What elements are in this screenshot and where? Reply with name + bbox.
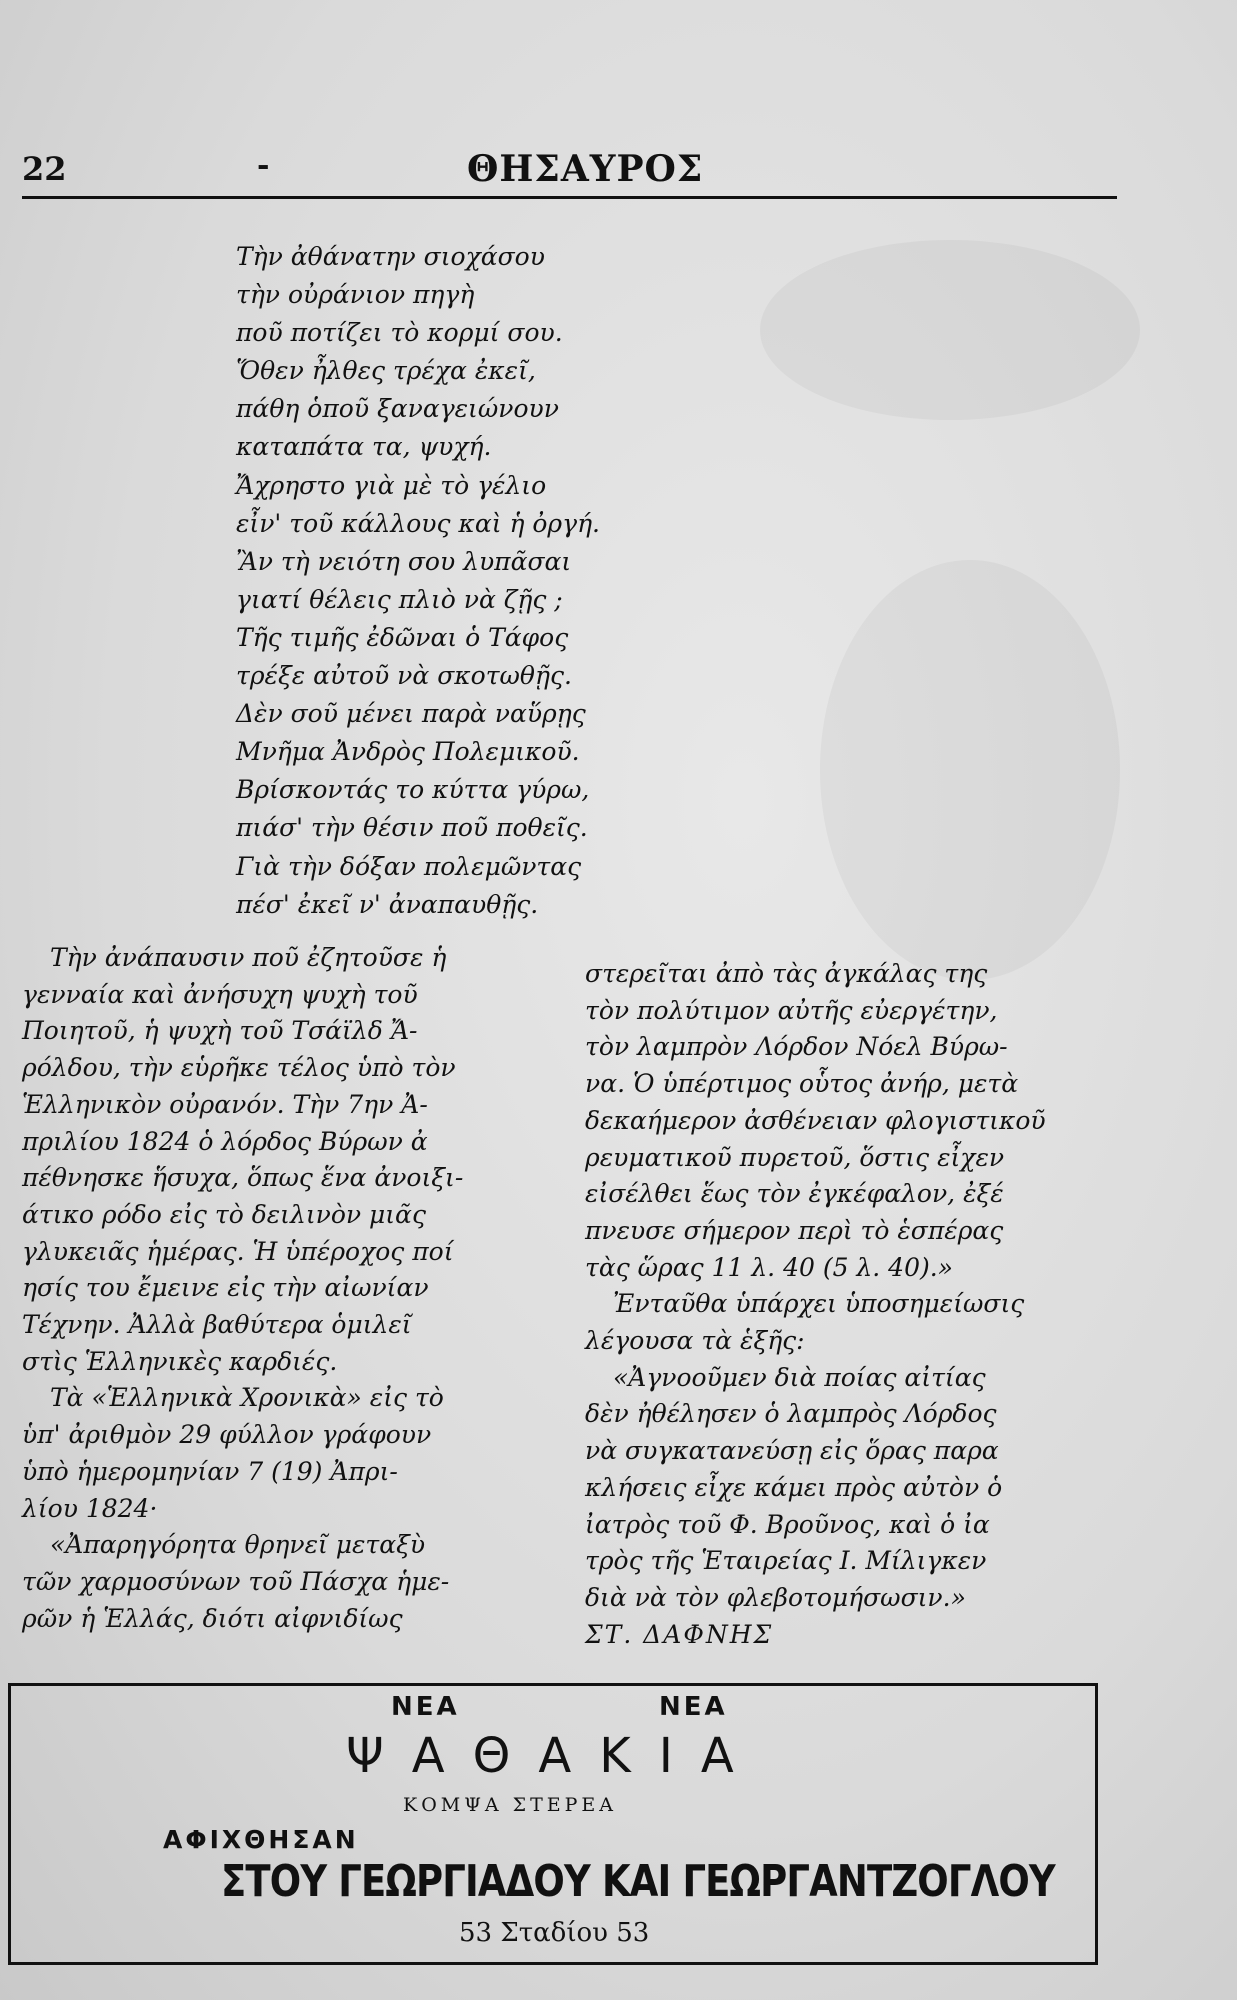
text-line: δεκαήμερον ἀσθένειαν φλογιστικοῦ (585, 1105, 1046, 1135)
text-line: Τέχνην. Ἀλλὰ βαθύτερα ὁμιλεῖ (22, 1310, 412, 1340)
author-signature: ΣΤ. ΔΑΦΝΗΣ (585, 1619, 774, 1649)
poem-line: γιατί θέλεις πλιὸ νὰ ζῇς ; (236, 584, 563, 614)
text-line: Τὴν ἀνάπαυσιν ποῦ ἐζητοῦσε ἡ (50, 943, 447, 972)
text-line: τὸν πολύτιμον αὐτῆς εὐεργέτην, (585, 995, 998, 1025)
ad-product-name: ΨΑΘΑΚΙΑ (346, 1728, 762, 1784)
poem-line: Ἄχρηστο γιὰ μὲ τὸ γέλιο (236, 470, 547, 500)
poem-line: Δὲν σοῦ μένει παρὰ ναὕρῃς (236, 699, 586, 729)
text-line: κλήσεις εἶχε κάμει πρὸς αὐτὸν ὁ (585, 1472, 1003, 1502)
article-left-column (22, 940, 542, 1637)
text-line: νὰ συγκατανεύσῃ εἰς ὅρας παρα (585, 1436, 999, 1466)
text-line: τρὸς τῆς Ἑταιρείας Ι. Μίλιγκεν (585, 1546, 987, 1576)
text-line: «Ἀπαρηγόρητα θρηνεῖ μεταξὺ (50, 1530, 426, 1560)
text-line: ρόλδου, τὴν εὑρῆκε τέλος ὑπὸ τὸν (22, 1053, 456, 1083)
ad-subtitle: ΚΟΜΨΑ ΣΤΕΡΕΑ (403, 1794, 617, 1816)
poem-line: Τὴν ἀθάνατην σιοχάσου (236, 242, 545, 271)
text-line: να. Ὁ ὑπέρτιμος οὗτος ἀνήρ, μετὰ (585, 1069, 1019, 1099)
advertisement-box (8, 1683, 1098, 1965)
poem-line: Γιὰ τὴν δόξαν πολεμῶντας (236, 851, 582, 881)
ad-new-label-left: ΝΕΑ (391, 1692, 460, 1722)
poem-line: Μνῆμα Ἀνδρὸς Πολεμικοῦ. (236, 737, 580, 767)
paper-stain (820, 560, 1120, 980)
poem-line: πάθη ὁποῦ ξαναγειώνουν (236, 394, 559, 424)
text-line: πριλίου 1824 ὁ λόρδος Βύρων ἀ (22, 1126, 428, 1156)
ad-address: 53 Σταδίου 53 (459, 1918, 650, 1948)
text-line: Ἑλληνικὸν οὐρανόν. Τὴν 7ην Ἀ- (22, 1089, 428, 1119)
text-line: τῶν χαρμοσύνων τοῦ Πάσχα ἡμε- (22, 1566, 450, 1596)
paper-stain (760, 240, 1140, 420)
poem (236, 238, 756, 924)
text-line: πνευσε σήμερον περὶ τὸ ἑσπέρας (585, 1215, 1004, 1245)
text-line: εἰσέλθει ἕως τὸν ἐγκέφαλον, ἐξέ (585, 1179, 1004, 1209)
poem-line: Τῆς τιμῆς ἐδῶναι ὁ Τάφος (236, 622, 569, 652)
text-line: διὰ νὰ τὸν φλεβοτομήσωσιν.» (585, 1582, 966, 1612)
header-rule (22, 196, 1117, 199)
text-line: πέθνησκε ἥσυχα, ὅπως ἕνα ἀνοιξι- (22, 1163, 464, 1193)
text-line: γλυκειᾶς ἡμέρας. Ἡ ὑπέροχος ποί (22, 1236, 454, 1266)
text-line: στὶς Ἑλληνικὲς καρδιές. (22, 1346, 338, 1376)
text-line: Ποιητοῦ, ἡ ψυχὴ τοῦ Τσάϊλδ Ἄ- (22, 1016, 418, 1046)
text-line: ησίς του ἔμεινε εἰς τὴν αἰωνίαν (22, 1273, 429, 1303)
text-line: ρῶν ἡ Ἑλλάς, διότι αἰφνιδίως (22, 1603, 403, 1633)
text-line: δὲν ἠθέλησεν ὁ λαμπρὸς Λόρδος (585, 1399, 997, 1429)
text-line: γενναία καὶ ἀνήσυχη ψυχὴ τοῦ (22, 979, 418, 1009)
poem-line: τὴν οὐράνιον πηγὴ (236, 280, 475, 310)
text-line: Τὰ «Ἑλληνικὰ Χρονικὰ» εἰς τὸ (50, 1383, 444, 1413)
poem-line: πιάσ' τὴν θέσιν ποῦ ποθεῖς. (236, 813, 588, 843)
poem-line: εἶν' τοῦ κάλλους καὶ ἡ ὀργή. (236, 508, 600, 538)
text-line: τὸν λαμπρὸν Λόρδον Νόελ Βύρω- (585, 1032, 1008, 1062)
page-header (22, 140, 1122, 200)
ad-shop-name: ΣΤΟΥ ΓΕΩΡΓΙΑΔΟΥ ΚΑΙ ΓΕΩΡΓΑΝΤΖΟΓΛΟΥ (221, 1856, 1055, 1907)
text-line: ὑπὸ ἡμερομηνίαν 7 (19) Ἀπρι- (22, 1456, 398, 1486)
poem-line: Ὅθεν ἦλθες τρέχα ἐκεῖ, (236, 356, 536, 386)
text-line: ἰατρὸς τοῦ Φ. Βροῦνος, καὶ ὁ ἰα (585, 1509, 990, 1539)
article-right-column (585, 956, 1120, 1653)
ad-arrived-label: ΑΦΙΧΘΗΣΑΝ (163, 1825, 359, 1854)
poem-line: καταπάτα τα, ψυχή. (236, 432, 492, 462)
ad-new-label-right: ΝΕΑ (659, 1692, 728, 1722)
text-line: άτικο ρόδο εἰς τὸ δειλινὸν μιᾶς (22, 1199, 426, 1229)
poem-line: πέσ' ἐκεῖ ν' ἀναπαυθῇς. (236, 889, 539, 919)
text-line: «Ἀγνοοῦμεν διὰ ποίας αἰτίας (613, 1362, 986, 1392)
poem-line: Βρίσκοντάς το κύττα γύρω, (236, 775, 590, 805)
page-number: 22 (22, 150, 67, 188)
header-dash: - (257, 148, 270, 183)
text-line: ὑπ' ἀριθμὸν 29 φύλλον γράφουν (22, 1420, 432, 1450)
poem-line: Ἂν τὴ νειότη σου λυπᾶσαι (236, 546, 572, 576)
text-line: στερεῖται ἀπὸ τὰς ἀγκάλας της (585, 959, 988, 988)
journal-title: ΘΗΣΑΥΡΟΣ (467, 148, 704, 190)
text-line: ρευματικοῦ πυρετοῦ, ὅστις εἶχεν (585, 1142, 1005, 1172)
poem-line: ποῦ ποτίζει τὸ κορμί σου. (236, 318, 563, 348)
text-line: λέγουσα τὰ ἑξῆς: (585, 1326, 805, 1356)
text-line: Ἐνταῦθα ὑπάρχει ὑποσημείωσις (613, 1289, 1025, 1319)
text-line: τὰς ὥρας 11 λ. 40 (5 λ. 40).» (585, 1252, 953, 1282)
text-line: λίου 1824· (22, 1493, 158, 1523)
poem-line: τρέξε αὐτοῦ νὰ σκοτωθῇς. (236, 661, 572, 691)
